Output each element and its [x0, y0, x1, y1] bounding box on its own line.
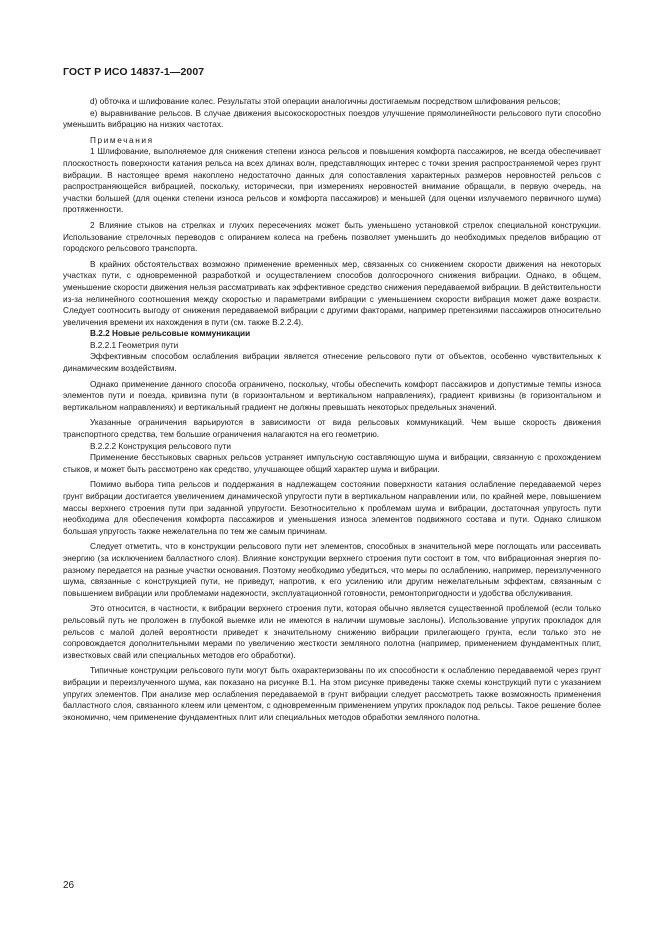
note-1: 1 Шлифование, выполняемое для снижения степени износа рельсов и повышения комфорта пассажиров, не всегда обеспечивает плоскостность поверхности катания рельса на всех длинах волн, представляющих интерес с точки зрения распространяемой через грунт вибрации. В настоящее время накоплено недостаточно данных для сопоставления характерных размеров неровностей рельсов с распространяющейся вибрацией, поскольку, исторически, при измерениях неровностей внимание обращали, в первую очередь, на участки большей (для оценки степени износа рельсов и комфорта пассажиров) и меньшей (для оценки излучаемого первичного шума) протяженности.	[63, 147, 601, 215]
paragraph-superstructure: Это относится, в частности, к вибрации верхнего строения пути, которая обычно является существенной проблемой (если только рельсовый путь не проложен в глубокой выемке или не имеются в наличии шумовые заслоны). Использование упругих прокладок для рельсов с малой долей вероятности приведет к значительному снижению вибрации прилегающего грунта, если только это не сопровождается дополнительными мерами по увеличению жесткости земляного полотна (например, применением фундаментных плит, известковых свай или специальных методов его обработки).	[63, 604, 601, 660]
subsection-heading-b-2-2-2: В.2.2.2 Конструкция рельсового пути	[90, 441, 231, 451]
paragraph-elasticity: Помимо выбора типа рельсов и поддержания в надлежащем состоянии поверхности катания ослабление передаваемой через грунт вибрации достигается увеличением динамической упругости пути в вертикальном направлении или, по крайней мере, повышением массы верхнего строения пути при заданной упругости. Безотносительно к проблемам шума и вибрации, достаточная упругость пути необходима для обеспечения комфорта пассажиров и уменьшения износа элементов подвижного состава и пути. Однако слишком большая упругость также нежелательна по тем же самым причинам.	[63, 480, 601, 536]
paragraph-speed-measures: В крайних обстоятельствах возможно применение временных мер, связанных со снижением скорости движения на некоторых участках пути, с одновременной разработкой и осуществлением способов долгосрочного снижения вибрации. Однако, в общем, уменьшение скорости движения нельзя рассматривать как эффективное средство снижения передаваемой вибрации. В действительности из-за нелинейного соотношения между скоростью и параметрами вибрации с уменьшением скорости вибрация может даже возрасти. Следует соотносить выгоду от снижения передаваемой вибрации с другими факторами, например претензиями пассажиров относительно увеличения времени их нахождения в пути (см. также В.2.2.4).	[63, 259, 601, 327]
paragraph-energy: Следует отметить, что в конструкции рельсового пути нет элементов, способных в значительной мере поглощать или рассеивать энергию (за исключением балластного слоя). Влияние конструкции верхнего строения пути состоит в том, что вибрационная энергия по-разному передается на разные участки основания. Поэтому необходимо убедиться, что меры по ослаблению, например, переизлученного шума, связанные с конструкцией пути, не приведут, напротив, к его усилению или другим нежелательным эффектам, связанным с повышением вибрации или проблемами надежности, эксплуатационной готовности, ремонтопригодности и удобства обслуживания.	[63, 542, 601, 598]
document-header: ГОСТ Р ИСО 14837-1—2007	[63, 66, 205, 78]
paragraph-list-item-e: e) выравнивание рельсов. В случае движения высокоскоростных поездов улучшение прямолинейности рельсового пути способно уменьшить вибрацию на низких частотах.	[63, 108, 601, 130]
paragraph-limitations: Однако применение данного способа ограничено, поскольку, чтобы обеспечить комфорт пассажиров и допустимые темпы износа элементов пути и поезда, кривизна пути (в горизонтальном и вертикальном направлениях), градиент кривизны (в горизонтальном и вертикальном направлениях) и вертикальный градиент не должны превышать некоторых предельных значений.	[63, 379, 601, 412]
document-body	[63, 96, 601, 723]
paragraph-list-item-d: d) обточка и шлифование колес. Результаты этой операции аналогичны достигаемым посредством шлифования рельсов;	[90, 97, 561, 106]
section-heading-b-2-2: В.2.2 Новые рельсовые коммуникации	[90, 329, 251, 339]
page-number: 26	[63, 880, 75, 891]
paragraph-track-distance: Эффективным способом ослабления вибрации является отнесение рельсового пути от объектов, особенно чувствительных к динамическим воздействиям.	[63, 352, 601, 374]
paragraph-welded-rails: Применение бесстыковых сварных рельсов устраняет импульсную составляющую шума и вибрации, связанную с прохождением стыков, и может быть рассмотрено как средство, улучшающее общий характер шума и вибрации.	[63, 453, 601, 474]
notes-heading: Примечания	[90, 135, 154, 145]
paragraph-constraints: Указанные ограничения варьируются в зависимости от вида рельсовых коммуникаций. Чем выше скорость движения транспортного средства, тем большие ограничения налагаются на его геометрию.	[63, 418, 601, 440]
paragraph-typical-designs: Типичные конструкции рельсового пути могут быть охарактеризованы по их способности к ослаблению передаваемой через грунт вибрации и переизлученного шума, как показано на рисунке В.1. На этом рисунке приведены также схемы конструкций пути с указанием упругих элементов. При анализе мер ослабления передаваемой в грунт вибрации следует рассмотреть также возможность применения балластного слоя, связанного клеем или цементом, с одновременным применением упругих прокладок под рельсы. Такое решение более экономично, чем применение фундаментных плит или специальных методов обработки земляного полотна.	[63, 666, 601, 722]
subsection-heading-b-2-2-1: В.2.2.1 Геометрия пути	[90, 340, 179, 350]
note-2: 2 Влияние стыков на стрелках и глухих пересечениях может быть уменьшено установкой стрелок специальной конструкции. Использование стрелочных переводов с опиранием колеса на гребень позволяет уменьшить до необходимых пределов вибрацию от городского рельсового транспорта.	[63, 220, 601, 254]
